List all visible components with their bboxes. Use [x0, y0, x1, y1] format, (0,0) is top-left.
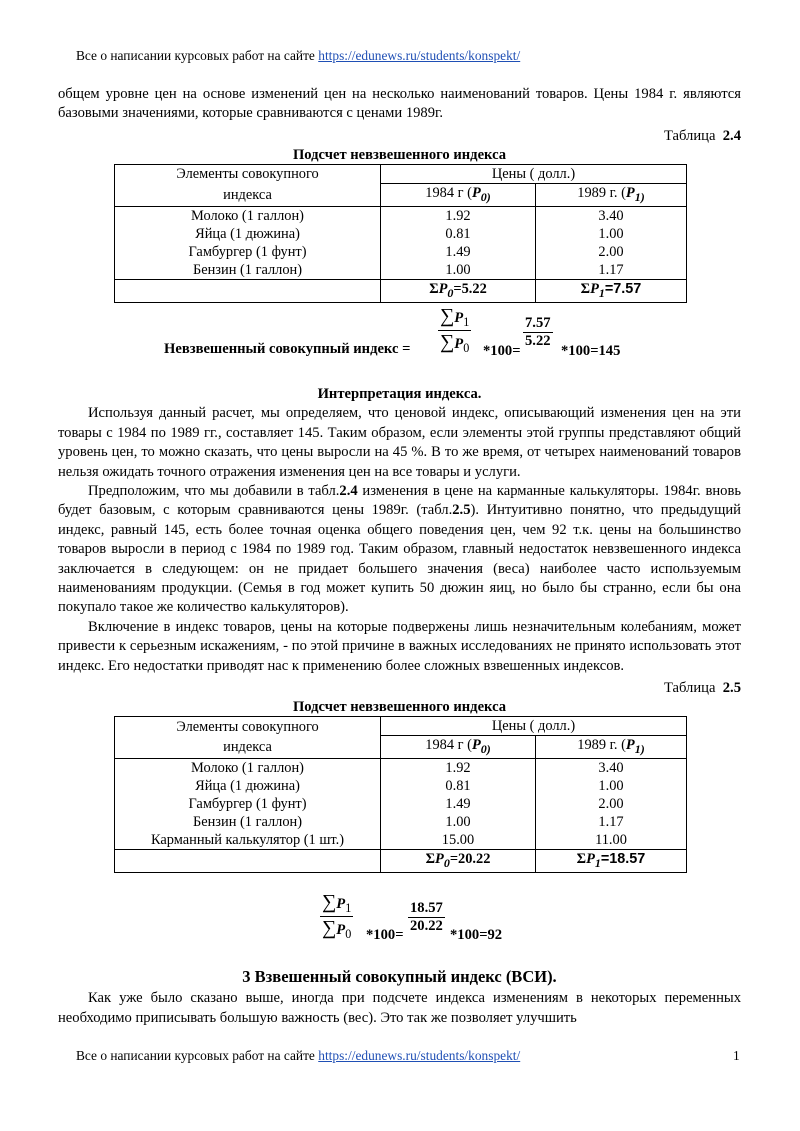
- table-row: Яйца (1 дюжина) 0.81 1.00: [115, 777, 687, 795]
- table-row: Бензин (1 галлон) 1.00 1.17: [115, 813, 687, 831]
- table-row: Бензин (1 галлон) 1.00 1.17: [115, 261, 687, 280]
- paragraph-2: Предположим, что мы добавили в табл.2.4 изменения в цене на карманные калькуляторы. 1984г. вновь будет базовым, с которым сравниваются цены 1989г. (табл.2.5). Интуитивно понятно, что предыдущий индекс, равный 145, есть более точная оценка общего поведения цен, чем 92 т.к. цены на большинство товаров выросли в период с 1984 по 1989 год. Таким образом, главный недостаток невзвешенного индекса заключается в следующем: он не придает большего значения (веса) наиболее часто используемым наименованиям продукции. (Семья в год может купить 50 дюжин яиц, но было бы странно, если бы она покупало такое же количество калькуляторов).: [58, 483, 741, 616]
- price-head: Цены ( долл.): [381, 165, 687, 184]
- footer-text: Все о написании курсовых работ на сайте: [76, 1048, 315, 1063]
- table2: Элементы совокупного Цены ( долл.) индекса 1984 г ($P_{0)}$ 1989 г. ($P_{1)}$ Молоко (1 галлон) 1.92 3.40 Яйца (1 дюжина) 0.81 1.00 Гамбургер (1 фунт) 1.49 2.00 Бензин (1 галлон) 1.00 1.17 Карманный калькулятор (1 шт.) 15.00 11.00 $\Sigma P_0=20.22$ $\Sigma P_1=18.57$: [114, 716, 687, 873]
- page-footer: [76, 1048, 520, 1064]
- year1-head: 1984 г ($P_{0)}$: [381, 736, 536, 759]
- table2-caption: Таблица 2.5: [663, 680, 741, 697]
- paragraph-1: Используя данный расчет, мы определяем, что ценовой индекс, описывающий изменения цен на эти товары с 1984 по 1989 гг., составляет 145. Таким образом, если элементы этой группы представляют общий уровень цен, то можно сказать, что цены выросли на 45 %. В то же время, от четырех наименований товаров нельзя ожидать точного отражения изменения цен на все товары и услуги.: [58, 405, 741, 480]
- col1-head-2: индекса: [115, 184, 381, 207]
- value-fraction: $\frac{18.57}{20.22}$: [410, 900, 443, 935]
- table-row: Гамбургер (1 фунт) 1.49 2.00: [115, 795, 687, 813]
- page-header: [76, 48, 520, 64]
- table2-title: Подсчет невзвешенного индекса: [292, 699, 507, 716]
- value-fraction: $\frac{7.57}{5.22}$: [525, 314, 551, 349]
- year2-head: 1989 г. ($P_{1)}$: [536, 184, 687, 207]
- footer-link[interactable]: https://edunews.ru/students/konspekt/: [318, 1048, 521, 1063]
- col1-head: Элементы совокупного: [115, 165, 381, 184]
- sum-p1: $\Sigma P_1=7.57$: [536, 280, 687, 303]
- table-row: Яйца (1 дюжина) 0.81 1.00: [115, 225, 687, 243]
- sum-p1: $\Sigma P_1=18.57$: [536, 850, 687, 873]
- table1-caption: Таблица 2.4: [663, 127, 741, 144]
- sum-p0: $\Sigma P_0=5.22$: [381, 280, 536, 303]
- header-text: Все о написании курсовых работ на сайте: [76, 48, 315, 63]
- sum-p0: $\Sigma P_0=20.22$: [381, 850, 536, 873]
- sum-fraction: $\frac{\sum P_1}{\sum P_0}$: [440, 304, 470, 355]
- formula1-label: Невзвешенный совокупный индекс =: [164, 340, 411, 357]
- year2-head: 1989 г. ($P_{1)}$: [536, 736, 687, 759]
- intro-paragraph: общем уровне цен на основе изменений цен на несколько наименований товаров. Цены 1984 г. являются базовыми значениями, которые сравниваются с ценами 1989г.: [58, 86, 741, 122]
- table-row: Молоко (1 галлон) 1.92 3.40: [115, 759, 687, 778]
- header-link[interactable]: https://edunews.ru/students/konspekt/: [318, 48, 521, 63]
- page-body: [58, 85, 741, 1028]
- sum-fraction: $\frac{\sum P_1}{\sum P_0}$: [322, 891, 352, 942]
- page-number: 1: [733, 1048, 740, 1063]
- table1: [114, 164, 687, 303]
- sum-row: [115, 850, 687, 873]
- table1-title: Подсчет невзвешенного индекса: [292, 147, 507, 164]
- section3-title: 3 Взвешенный совокупный индекс (ВСИ).: [242, 967, 557, 987]
- paragraph-4: Как уже было сказано выше, иногда при подсчете индекса изменениям в некоторых переменных необходимо приписывать большую важность (вес). Это так же позволяет улучшить: [58, 990, 741, 1026]
- table-row: Карманный калькулятор (1 шт.) 15.00 11.00: [115, 831, 687, 850]
- sum-row: [115, 280, 687, 303]
- formula1: $\frac{\sum P_1}{\sum P_0}$ Невзвешенный совокупный индекс = *100= $\frac{7.57}{5.22}$ *100=145: [164, 304, 621, 359]
- paragraph-3: Включение в индекс товаров, цены на которые подвержены лишь незначительным колебаниям, может привести к серьезным искажениям, - по этой причине в важных исследованиях не принято использовать этот индекс. Его недостатки приводят нас к применению более сложных взвешенных индексов.: [58, 618, 741, 674]
- interp-title: Интерпретация индекса.: [317, 385, 482, 402]
- table-row: Гамбургер (1 фунт) 1.49 2.00: [115, 243, 687, 261]
- year1-head: 1984 г ($P_{0)}$: [381, 184, 536, 207]
- formula2: $\frac{\sum P_1}{\sum P_0}$ *100= $\frac{18.57}{20.22}$ *100=92: [322, 891, 503, 944]
- table-row: Молоко (1 галлон) 1.92 3.40: [115, 207, 687, 226]
